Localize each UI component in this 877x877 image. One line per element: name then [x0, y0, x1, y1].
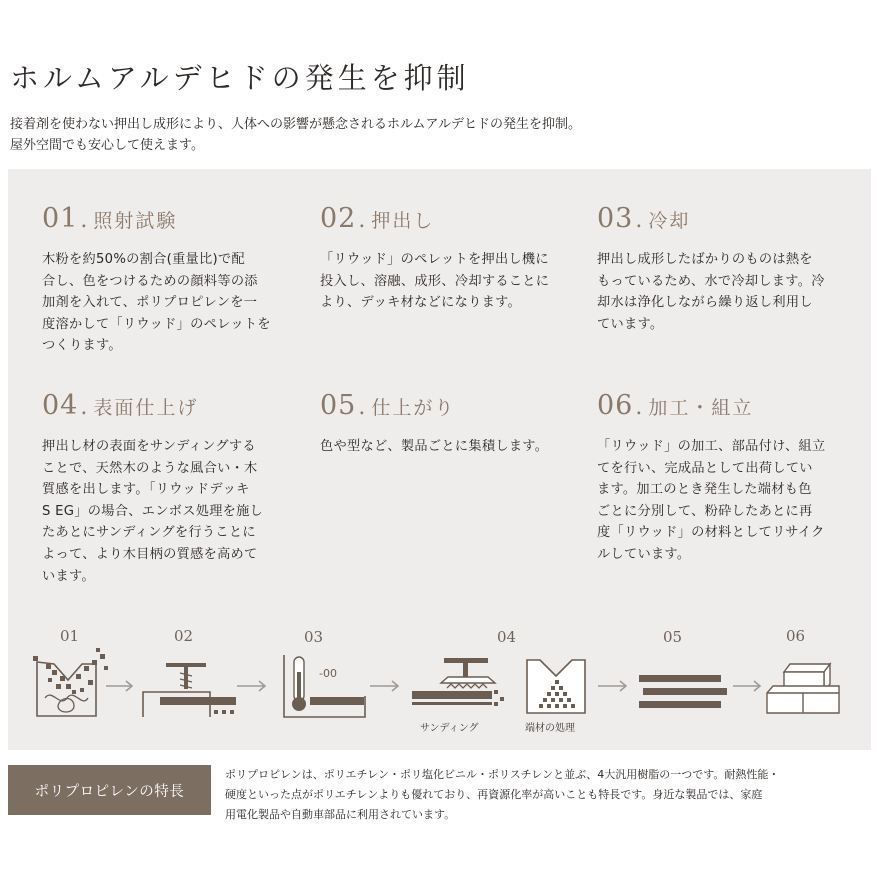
- step-line: よって、より木目柄の質感を高めて: [42, 546, 258, 562]
- feature-line: 硬度といった点がポリエチレンよりも優れており、再資源化率が高いことも特長です。身近な製品では、家庭: [225, 788, 763, 801]
- step-body: [42, 436, 292, 587]
- step-03: 03 . 冷却 押出し成形したばかりのものは熱を もっているため、水で冷却します。冷 却水は浄化しながら繰り返し利用し ています。: [597, 203, 847, 335]
- step-line: もっているため、水で冷却します。冷: [597, 273, 825, 289]
- step-line: ことで、天然木のような風合い・木: [42, 460, 258, 476]
- flow-label-05: 05: [663, 628, 683, 646]
- flow-label-04: 04: [497, 628, 517, 646]
- step-line: 加剤を入れて、ポリプロピレンを一: [42, 295, 258, 311]
- flow-label-03: 03: [304, 628, 324, 646]
- step-line: 押出し成形したばかりのものは熱を: [597, 252, 813, 267]
- step-06: 06 . 加工・組立 「リウッド」の加工、部品付け、組立 てを行い、完成品として出荷してい ます。加工のとき発生した端材も色 ごとに分別して、粉砕したあとに再 度「リウッド」の材料としてリサイク ルしています。: [597, 390, 847, 566]
- caption-scrap: 端材の処理: [525, 723, 575, 734]
- step-number: 04: [42, 390, 79, 421]
- step-02: 02 . 押出し 「リウッド」のペレットを押出し機に 投入し、溶融、成形、冷却することに より、デッキ材などになります。: [320, 203, 570, 314]
- step-number: 05: [320, 390, 357, 421]
- step-line: 度「リウッド」の材料としてリサイク: [597, 525, 825, 541]
- step-line: ごとに分別して、粉砕したあとに再: [597, 503, 813, 519]
- page-title: ホルムアルデヒドの発生を抑制: [10, 61, 470, 95]
- step-title: 加工・組立: [648, 397, 754, 419]
- flow-label-01: 01: [60, 627, 80, 645]
- step-05: 05 . 仕上がり 色や型など、製品ごとに集積します。: [320, 390, 570, 458]
- step-line: 木粉を約50%の割合(重量比)で配: [42, 252, 245, 267]
- feature-line: 用電化製品や自動車部品に利用されています。: [225, 808, 456, 821]
- feature-text: [225, 765, 875, 825]
- step-line: ています。: [597, 316, 664, 332]
- step-04: 04 . 表面仕上げ 押出し材の表面をサンディングする ことで、天然木のような風合い・木 質感を出します。「リウッドデッキ S EG」の場合、エンボス処理を施し たあとにサンディングを行うことに よって、より木目柄の質感を高めて います。: [42, 390, 292, 587]
- step-number: 06: [597, 390, 634, 421]
- step-line: つくります。: [42, 338, 122, 354]
- step-line: ます。加工のとき発生した端材も色: [597, 482, 812, 498]
- step-title: 表面仕上げ: [93, 397, 199, 419]
- step-body: [320, 249, 570, 314]
- step-line: 合し、色をつけるための顔料等の添: [42, 273, 258, 289]
- lead-line: 接着剤を使わない押出し成形により、人体への影響が懸念されるホルムアルデヒドの発生を抑制。: [10, 117, 581, 132]
- feature-line: ポリプロピレンは、ポリエチレン・ポリ塩化ビニル・ポリスチレンと並ぶ、4大汎用樹脂の一つです。耐熱性能・: [225, 768, 780, 781]
- step-line: 押出し材の表面をサンディングする: [42, 439, 256, 454]
- lead-text: [10, 114, 581, 156]
- step-title: 押出し: [371, 210, 435, 232]
- step-line: 「リウッド」の加工、部品付け、組立: [597, 439, 826, 454]
- step-number: 01: [42, 203, 79, 234]
- step-number: 03: [597, 203, 634, 234]
- step-line: てを行い、完成品として出荷してい: [597, 460, 813, 476]
- step-line: ルしています。: [597, 546, 691, 562]
- step-body: [320, 436, 570, 458]
- step-body: [42, 249, 292, 357]
- step-line: 投入し、溶融、成形、冷却することに: [320, 273, 550, 289]
- step-line: います。: [42, 568, 95, 584]
- step-line: 色や型など、製品ごとに集積します。: [320, 439, 549, 454]
- step-line: 度溶かして「リウッド」のペレットを: [42, 316, 271, 332]
- step-body: [597, 436, 847, 566]
- step-title: 照射試験: [93, 210, 178, 232]
- caption-sanding: サンディング: [420, 723, 479, 734]
- thermometer-reading: -00: [319, 667, 337, 680]
- step-line: 却水は浄化しながら繰り返し利用し: [597, 295, 813, 311]
- feature-tag: ポリプロピレンの特長: [8, 765, 211, 815]
- step-title: 仕上がり: [371, 397, 456, 419]
- step-line: 質感を出します。「リウッドデッキ: [42, 482, 250, 498]
- lead-line: 屋外空間でも安心して使えます。: [10, 138, 204, 153]
- step-number: 02: [320, 203, 357, 234]
- step-title: 冷却: [648, 210, 691, 232]
- step-line: 「リウッド」のペレットを押出し機に: [320, 252, 549, 267]
- flow-label-02: 02: [174, 627, 194, 645]
- step-line: たあとにサンディングを行うことに: [42, 525, 256, 541]
- step-01: 01 . 照射試験 木粉を約50%の割合(重量比)で配 合し、色をつけるための顔料等の添 加剤を入れて、ポリプロピレンを一 度溶かして「リウッド」のペレットを つくります。: [42, 203, 292, 357]
- step-body: [597, 249, 847, 335]
- step-line: S EG」の場合、エンボス処理を施し: [42, 503, 264, 519]
- step-line: より、デッキ材などになります。: [320, 295, 521, 311]
- flow-label-06: 06: [786, 627, 806, 645]
